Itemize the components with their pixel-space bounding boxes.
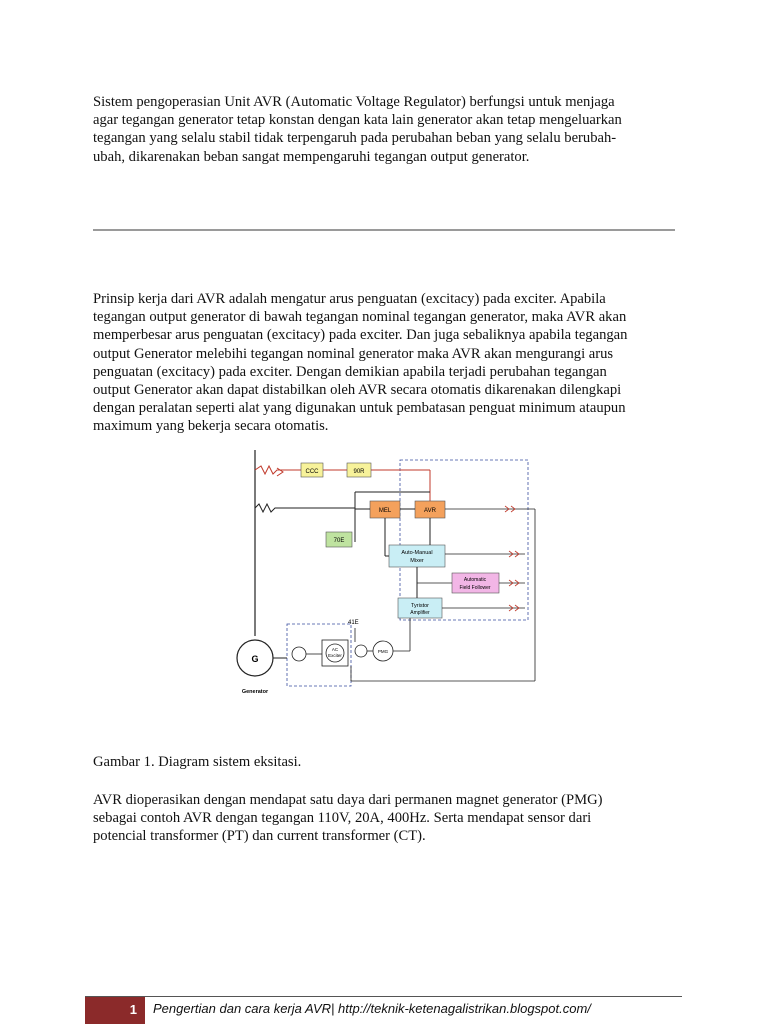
ac-exciter-label-1: AC [331,647,339,652]
intro-paragraph: Sistem pengoperasian Unit AVR (Automatic Voltage Regulator) berfungsi untuk menjaga agar tegangan generator tetap konstan dengan kata lain generator akan tetap mengeluarkan tegangan yang selalu stabil tidak terpengaruh pada perubahan beban yang selalu berubah- ubah, dikarenakan beban sangat mempengaruhi tegangan output generator. [93,94,622,165]
generator-label: Generator [241,689,269,695]
pmg-label: PMG [377,649,389,654]
excitation-diagram [225,446,545,700]
tyristor-label-2: Amplifier [410,610,430,616]
footer-rule [85,996,682,997]
page-number: 1 [85,997,145,1024]
mixer-label-2: Mixer [410,558,424,564]
field-follower-label-2: Field Follower [459,585,491,591]
principle-paragraph: Prinsip kerja dari AVR adalah mengatur arus penguatan (excitacy) pada exciter. Apabila tegangan output generator di bawah tegangan nominal tegangan generator, maka AVR akan memperbesar arus penguatan (excitacy) pada exciter. Dan juga sebaliknya apabila tegangan output Generator melebihi tegangan nominal generator maka AVR akan mengurangi arus penguatan (excitacy) pada exciter. Dengan demikian apabila terjadi perubahan tegangan output Generator akan dapat distabilkan oleh AVR secara otomatis dikarenakan dilengkapi dengan peralatan seperti alat yang digunakan untuk pembatasan penguat minimum ataupun maximum yang bekerja secara otomatis. [93,291,628,435]
ac-exciter-label-2: Exciter [328,653,342,658]
horizontal-rule [93,229,675,231]
generator-symbol: G [251,654,259,664]
mixer-label-1: Auto-Manual [401,550,433,556]
tyristor-label-1: Tyristor [410,603,430,609]
footer-text: Pengertian dan cara kerja AVR| http://teknik-ketenagalistrikan.blogspot.com/ [153,1001,591,1016]
field-follower-label-1: Automatic [463,577,487,583]
ccc-label: CCC [305,469,319,475]
pmg-paragraph: AVR dioperasikan dengan mendapat satu daya dari permanen magnet generator (PMG) sebagai contoh AVR dengan tegangan 110V, 20A, 400Hz. Serta mendapat sensor dari potencial transformer (PT) dan current transformer (CT). [93,792,603,845]
41e-label: 41E [348,620,359,626]
70e-label: 70E [333,538,345,544]
avr-label: AVR [424,508,436,514]
avr-dashed-region [400,460,528,620]
90r-label: 90R [353,469,365,475]
figure-caption: Gambar 1. Diagram sistem eksitasi. [93,754,302,770]
mel-label: MEL [378,508,392,514]
